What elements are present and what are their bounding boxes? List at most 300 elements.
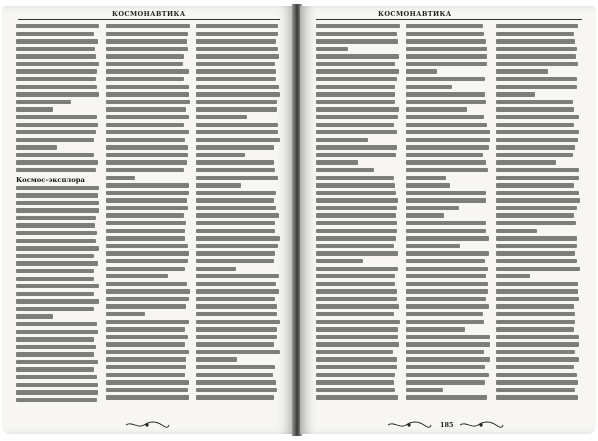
- text-line: [16, 39, 98, 43]
- text-line: [406, 198, 486, 202]
- text-line: [406, 274, 486, 278]
- text-line: [106, 100, 190, 104]
- text-line: [496, 130, 579, 134]
- text-line: [16, 284, 99, 288]
- text-line: [316, 289, 397, 293]
- left-header-rule: [18, 19, 280, 20]
- text-line: [496, 365, 574, 369]
- text-line: [316, 373, 395, 377]
- text-line: [496, 342, 579, 346]
- text-line: [106, 107, 186, 111]
- text-line: [106, 244, 188, 248]
- text-line: [496, 39, 575, 43]
- text-line: [406, 289, 488, 293]
- text-line: [496, 327, 574, 331]
- text-line: [316, 335, 398, 339]
- text-line: [316, 62, 395, 66]
- text-line: [316, 130, 397, 134]
- text-line: [496, 54, 576, 58]
- text-line: [16, 123, 98, 127]
- text-line: [316, 282, 395, 286]
- text-line: [16, 216, 96, 220]
- text-line: [196, 244, 278, 248]
- text-line: [106, 115, 189, 119]
- text-line: [196, 229, 275, 233]
- left-column-3: [196, 24, 280, 416]
- text-line: [106, 327, 185, 331]
- text-line: [406, 342, 490, 346]
- right-footer-ornament-left: [386, 421, 432, 429]
- text-line: [196, 236, 280, 240]
- text-line: [406, 259, 485, 263]
- text-line: [496, 168, 579, 172]
- text-line: [196, 24, 278, 28]
- text-line: [196, 365, 275, 369]
- text-line: [316, 388, 395, 392]
- text-line: [406, 153, 483, 157]
- text-line: [106, 24, 190, 28]
- text-line: [196, 335, 277, 339]
- text-line: [16, 54, 96, 58]
- text-line: [16, 330, 98, 334]
- text-line: [406, 123, 487, 127]
- text-line: [406, 357, 490, 361]
- right-page: [300, 6, 596, 434]
- text-line: [316, 183, 395, 187]
- text-line: [496, 380, 578, 384]
- text-line: [316, 327, 398, 331]
- text-line: [406, 183, 450, 187]
- text-line: [496, 191, 579, 195]
- text-line: [196, 39, 276, 43]
- text-line: [496, 312, 575, 316]
- text-line: [316, 274, 395, 278]
- text-line: [106, 213, 184, 217]
- text-line: [496, 138, 578, 142]
- text-line: [316, 39, 398, 43]
- text-line: [106, 123, 184, 127]
- text-line: [196, 251, 275, 255]
- text-line: [196, 282, 276, 286]
- text-line: [316, 77, 397, 81]
- text-line: [406, 229, 486, 233]
- text-line: [406, 388, 443, 392]
- text-line: [316, 168, 374, 172]
- text-line: [196, 69, 276, 73]
- text-line: [16, 138, 94, 142]
- text-line: [496, 289, 578, 293]
- text-line: [196, 176, 278, 180]
- text-line: [106, 236, 185, 240]
- text-line: [196, 206, 276, 210]
- text-line: [406, 92, 485, 96]
- text-line: [316, 145, 397, 149]
- text-line: [496, 221, 576, 225]
- text-line: [406, 32, 484, 36]
- text-line: [496, 304, 574, 308]
- text-line: [16, 269, 94, 273]
- text-line: [196, 145, 274, 149]
- text-line: [196, 130, 278, 134]
- text-line: [196, 312, 277, 316]
- entry-heading: Космос-эксплора: [16, 175, 85, 184]
- text-line: [196, 388, 277, 392]
- text-line: [196, 380, 276, 384]
- text-line: [196, 395, 274, 399]
- text-line: [106, 85, 189, 89]
- text-line: [316, 251, 398, 255]
- right-running-header: КОСМОНАВТИКА: [378, 10, 452, 18]
- text-line: [316, 236, 396, 240]
- text-line: [196, 221, 275, 225]
- text-line: [406, 24, 483, 28]
- text-line: [406, 77, 485, 81]
- text-line: [106, 259, 188, 263]
- text-line: [496, 259, 577, 263]
- left-column-1: [16, 24, 100, 416]
- text-line: [496, 176, 579, 180]
- text-line: [16, 160, 98, 164]
- text-line: [406, 380, 485, 384]
- text-line: [16, 130, 96, 134]
- text-line: [406, 320, 484, 324]
- text-line: [196, 160, 274, 164]
- text-line: [316, 259, 363, 263]
- text-line: [16, 367, 94, 371]
- text-line: [16, 85, 97, 89]
- text-line: [406, 244, 460, 248]
- text-line: [16, 314, 53, 318]
- text-line: [106, 191, 189, 195]
- text-line: [106, 69, 189, 73]
- text-line: [406, 39, 486, 43]
- text-line: [16, 186, 99, 190]
- text-line: [16, 261, 98, 265]
- right-page-number: 185: [440, 421, 454, 429]
- text-line: [106, 297, 189, 301]
- text-line: [496, 100, 573, 104]
- left-footer-ornament: [124, 421, 170, 429]
- text-line: [196, 320, 280, 324]
- text-line: [106, 206, 188, 210]
- text-line: [16, 92, 99, 96]
- text-line: [106, 198, 187, 202]
- text-line: [316, 380, 394, 384]
- text-line: [16, 193, 98, 197]
- text-line: [106, 39, 187, 43]
- text-line: [316, 191, 396, 195]
- text-line: [106, 373, 185, 377]
- text-line: [496, 115, 579, 119]
- text-line: [16, 100, 71, 104]
- text-line: [106, 274, 168, 278]
- text-line: [406, 130, 490, 134]
- text-line: [496, 236, 577, 240]
- text-line: [316, 47, 348, 51]
- text-line: [316, 229, 397, 233]
- text-line: [316, 92, 395, 96]
- text-line: [106, 395, 189, 399]
- text-line: [316, 54, 399, 58]
- text-line: [316, 206, 397, 210]
- text-line: [196, 62, 275, 66]
- text-line: [496, 32, 574, 36]
- text-line: [106, 365, 186, 369]
- text-line: [406, 304, 489, 308]
- text-line: [16, 383, 98, 387]
- text-line: [106, 388, 188, 392]
- text-line: [16, 115, 97, 119]
- text-line: [196, 259, 274, 263]
- text-line: [496, 107, 574, 111]
- text-line: [16, 62, 99, 66]
- text-line: [316, 244, 394, 248]
- text-line: [16, 231, 97, 235]
- text-line: [316, 160, 358, 164]
- text-line: [196, 138, 280, 142]
- text-line: [16, 337, 94, 341]
- text-line: [16, 345, 96, 349]
- text-line: [316, 357, 397, 361]
- text-line: [496, 62, 578, 66]
- text-line: [196, 373, 273, 377]
- text-line: [196, 92, 280, 96]
- text-line: [496, 274, 530, 278]
- text-line: [406, 62, 487, 66]
- text-line: [196, 85, 279, 89]
- text-line: [496, 69, 548, 73]
- text-line: [106, 350, 189, 354]
- text-line: [196, 198, 274, 202]
- text-line: [316, 115, 398, 119]
- text-line: [16, 299, 99, 303]
- text-line: [106, 92, 189, 96]
- text-line: [196, 342, 274, 346]
- text-line: [496, 267, 580, 271]
- text-line: [316, 342, 399, 346]
- text-line: [16, 375, 97, 379]
- text-line: [496, 145, 575, 149]
- text-line: [496, 335, 579, 339]
- text-line: [196, 267, 236, 271]
- text-line: [106, 54, 184, 58]
- text-line: [196, 54, 279, 58]
- text-line: [196, 100, 277, 104]
- text-line: [316, 138, 368, 142]
- text-line: [496, 373, 577, 377]
- text-line: [196, 289, 279, 293]
- text-line: [106, 251, 189, 255]
- text-line: [106, 229, 185, 233]
- text-line: [106, 47, 188, 51]
- text-line: [16, 322, 97, 326]
- text-line: [196, 153, 245, 157]
- text-line: [196, 191, 276, 195]
- text-line: [106, 304, 186, 308]
- text-line: [316, 267, 398, 271]
- text-line: [406, 373, 489, 377]
- right-footer-ornament-right: [458, 421, 504, 429]
- right-column-1: [316, 24, 400, 416]
- text-line: [316, 304, 399, 308]
- text-line: [106, 130, 189, 134]
- text-line: [406, 335, 490, 339]
- text-line: [406, 213, 444, 217]
- text-line: [496, 213, 574, 217]
- text-line: [196, 357, 237, 361]
- text-line: [316, 100, 395, 104]
- text-line: [106, 62, 183, 66]
- text-line: [316, 365, 397, 369]
- text-line: [196, 213, 279, 217]
- text-line: [496, 388, 575, 392]
- text-line: [106, 160, 187, 164]
- text-line: [16, 398, 97, 402]
- text-line: [316, 69, 399, 73]
- right-column-3: [496, 24, 580, 416]
- text-line: [496, 160, 556, 164]
- text-line: [406, 47, 487, 51]
- text-line: [196, 168, 275, 172]
- text-line: [316, 176, 394, 180]
- text-line: [496, 395, 578, 399]
- text-line: [406, 395, 487, 399]
- text-line: [16, 307, 94, 311]
- text-line: [496, 244, 577, 248]
- text-line: [406, 267, 488, 271]
- text-line: [106, 282, 187, 286]
- text-line: [496, 183, 574, 187]
- text-line: [316, 350, 393, 354]
- text-line: [316, 395, 398, 399]
- text-line: [496, 24, 578, 28]
- text-line: [316, 153, 396, 157]
- text-line: [106, 138, 185, 142]
- text-line: [196, 115, 247, 119]
- text-line: [406, 100, 486, 104]
- text-line: [316, 221, 397, 225]
- text-line: [316, 312, 394, 316]
- text-line: [496, 92, 535, 96]
- text-line: [106, 335, 188, 339]
- text-line: [196, 107, 277, 111]
- text-line: [106, 289, 190, 293]
- text-line: [316, 198, 398, 202]
- text-line: [106, 77, 184, 81]
- text-line: [406, 145, 489, 149]
- text-line: [106, 32, 188, 36]
- text-line: [196, 183, 241, 187]
- text-line: [406, 350, 484, 354]
- text-line: [496, 123, 574, 127]
- text-line: [16, 145, 57, 149]
- text-line: [316, 123, 394, 127]
- text-line: [406, 297, 486, 301]
- text-line: [496, 251, 575, 255]
- text-line: [16, 201, 99, 205]
- text-line: [406, 312, 483, 316]
- text-line: [496, 153, 573, 157]
- text-line: [106, 153, 188, 157]
- text-line: [496, 229, 537, 233]
- text-line: [106, 183, 189, 187]
- text-line: [16, 107, 53, 111]
- text-line: [16, 352, 94, 356]
- text-line: [496, 47, 577, 51]
- text-line: [196, 297, 275, 301]
- text-line: [406, 138, 490, 142]
- right-header-rule: [316, 19, 582, 20]
- text-line: [496, 297, 579, 301]
- text-line: [316, 85, 395, 89]
- text-line: [16, 292, 94, 296]
- text-line: [196, 32, 278, 36]
- text-line: [406, 54, 487, 58]
- text-line: [106, 267, 185, 271]
- text-line: [406, 85, 452, 89]
- text-line: [406, 221, 486, 225]
- text-line: [406, 191, 486, 195]
- text-line: [496, 320, 575, 324]
- text-line: [106, 168, 184, 172]
- text-line: [106, 176, 135, 180]
- text-line: [496, 357, 579, 361]
- right-column-2: [406, 24, 490, 416]
- text-line: [196, 350, 280, 354]
- text-line: [16, 360, 98, 364]
- text-line: [406, 236, 489, 240]
- text-line: [406, 107, 467, 111]
- text-line: [196, 123, 278, 127]
- text-line: [16, 208, 99, 212]
- text-line: [496, 350, 575, 354]
- text-line: [16, 153, 94, 157]
- text-line: [16, 32, 94, 36]
- left-column-2: [106, 24, 190, 416]
- text-line: [106, 221, 186, 225]
- text-line: [196, 77, 276, 81]
- text-line: [406, 168, 488, 172]
- text-line: [406, 160, 486, 164]
- text-line: [316, 213, 396, 217]
- text-line: [106, 320, 189, 324]
- text-line: [496, 206, 577, 210]
- text-line: [16, 168, 96, 172]
- text-line: [106, 145, 188, 149]
- text-line: [406, 69, 437, 73]
- text-line: [406, 365, 485, 369]
- text-line: [16, 24, 99, 28]
- text-line: [106, 312, 145, 316]
- text-line: [316, 107, 399, 111]
- text-line: [316, 24, 400, 28]
- text-line: [196, 274, 279, 278]
- text-line: [106, 342, 185, 346]
- text-line: [16, 223, 95, 227]
- text-line: [16, 254, 94, 258]
- text-line: [16, 77, 96, 81]
- left-page: [2, 6, 294, 434]
- text-line: [16, 390, 98, 394]
- text-line: [106, 380, 189, 384]
- text-line: [106, 357, 186, 361]
- text-line: [496, 198, 580, 202]
- text-line: [406, 327, 465, 331]
- text-line: [406, 282, 488, 286]
- text-line: [316, 297, 397, 301]
- text-line: [16, 277, 94, 281]
- text-line: [496, 282, 578, 286]
